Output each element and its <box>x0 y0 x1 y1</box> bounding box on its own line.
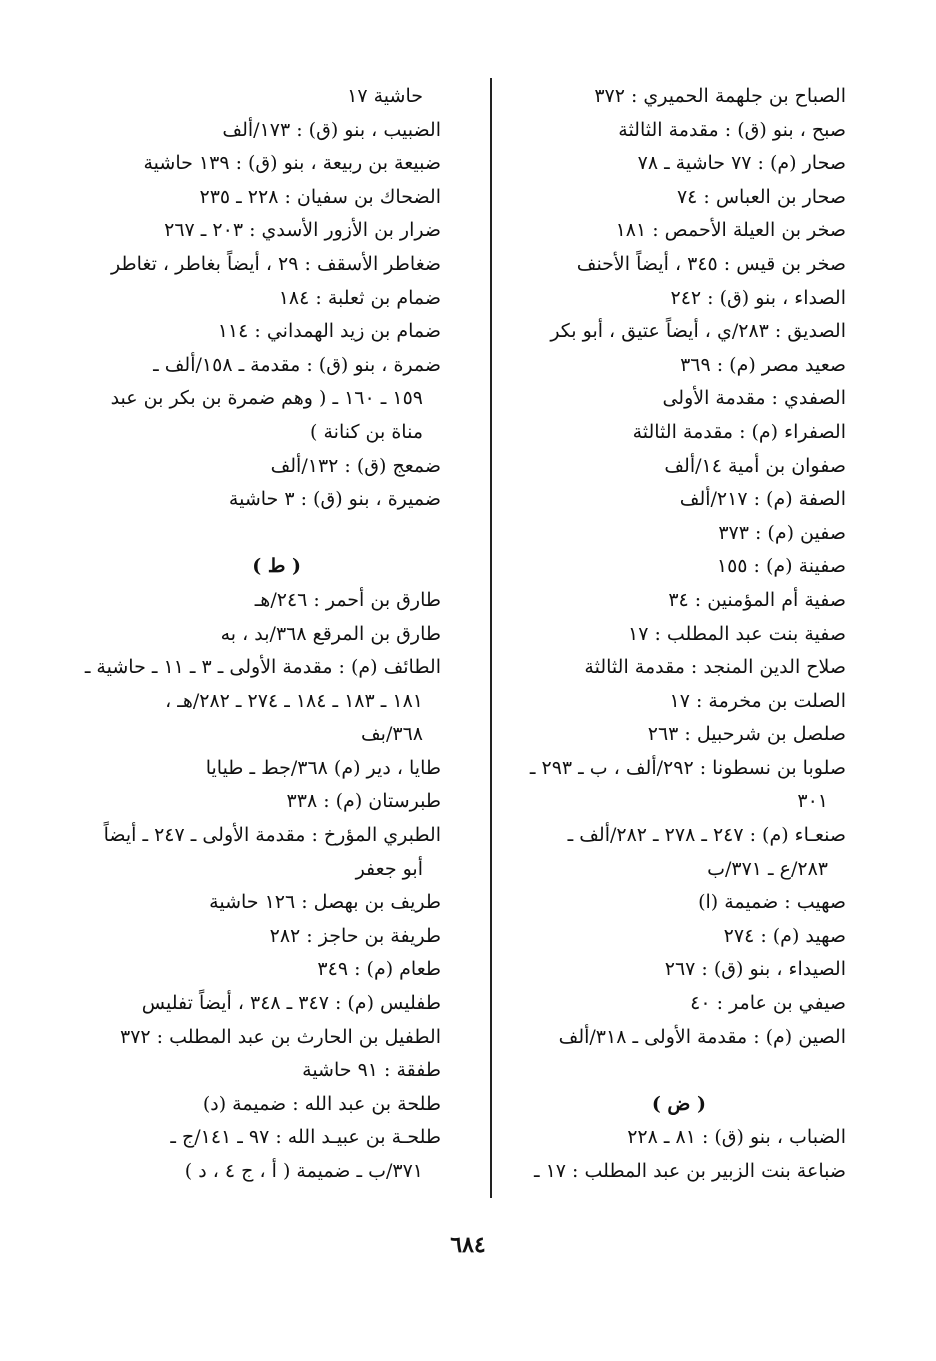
index-entry: الصيداء ، بنو (ق) : ٢٦٧ <box>664 958 846 981</box>
right-column <box>466 80 846 1189</box>
index-entry: الصفة (م) : ٢١٧/ألف <box>679 488 846 511</box>
index-entry: الصداء ، بنو (ق) : ٢٤٢ <box>670 286 846 309</box>
index-entry: طفقة : ٩١ حاشية <box>302 1059 441 1082</box>
index-entry: صهيد (م) : ٢٧٤ <box>723 924 846 947</box>
index-entry: حاشية ١٧ <box>347 85 423 107</box>
index-entry: صفوان بن أمية ١٤/ألف <box>664 454 846 477</box>
left-column <box>46 80 441 1189</box>
column-divider <box>490 78 492 1198</box>
index-entry: صخر بن العيلة الأحمص : ١٨١ <box>615 219 846 242</box>
index-entry: ضمام بن ثعلبة : ١٨٤ <box>278 286 441 309</box>
index-entry: صفين (م) : ٣٧٣ <box>718 521 846 544</box>
index-entry: الطبري المؤرخ : مقدمة الأولى ـ ٢٤٧ ـ أيضاً <box>103 824 441 847</box>
index-entry: طريف بن بهصل : ١٢٦ حاشية <box>209 891 441 914</box>
index-entry: الصفراء (م) : مقدمة الثالثة <box>632 420 846 443</box>
spacer <box>466 1054 846 1088</box>
index-entry: صحار (م) : ٧٧ حاشية ـ ٧٨ <box>637 152 846 175</box>
index-entry: الطفيل بن الحارث بن عبد المطلب : ٣٧٢ <box>119 1025 441 1048</box>
index-entry: صهيب : ضميمة (ا) <box>698 891 846 914</box>
index-entry: ١٨١ ـ ١٨٣ ـ ١٨٤ ـ ٢٧٤ ـ ٢٨٢/هـ ، <box>165 689 423 712</box>
index-entry: صفينة (م) : ١٥٥ <box>716 555 846 578</box>
index-entry: ٢٨٣/ع ـ ٣٧١/ب <box>707 857 828 880</box>
index-entry: الضباب ، بنو (ق) : ٨١ ـ ٢٢٨ <box>627 1126 846 1149</box>
index-entry: صخر بن قيس : ٣٤٥ ، أيضاً الأحنف <box>576 252 846 275</box>
index-entry: الصين (م) : مقدمة الأولى ـ ٣١٨/ألف <box>558 1025 846 1048</box>
index-entry: ضمعج (ق) : ١٣٢/ألف <box>270 454 441 477</box>
index-entry: صلاح الدين المنجد : مقدمة الثالثة <box>584 656 846 679</box>
index-entry: ضمام بن زيد الهمداني : ١١٤ <box>217 320 441 343</box>
index-entry: صيفي بن عامر : ٤٠ <box>690 992 846 1015</box>
index-entry: ٣٦٨/بف <box>361 723 423 746</box>
index-entry: أبو جعفر <box>355 857 423 880</box>
index-entry: صبح ، بنو (ق) : مقدمة الثالثة <box>618 118 846 141</box>
index-entry: طعام (م) : ٣٤٩ <box>317 958 441 981</box>
index-entry: طلحة بن عبد الله : ضميمة (د) <box>202 1092 441 1115</box>
index-entry: صفية أم المؤمنين : ٣٤ <box>668 588 846 611</box>
index-entry: ٣٧١/ب ـ ضميمة ( أ ، ج ٤ ، د ) <box>184 1160 423 1182</box>
index-entry: طريفة بن حاجز : ٢٨٢ <box>269 924 441 947</box>
index-entry: الصديق : ٢٨٣/ي ، أيضاً عتيق ، أبو بكر <box>550 320 846 343</box>
index-entry: طبرستان (م) : ٣٣٨ <box>286 790 441 813</box>
index-entry: الصلت بن مخرمة : ١٧ <box>669 689 846 712</box>
index-entry: صلصل بن شرحبيل : ٢٦٣ <box>647 723 846 746</box>
section-heading: ( ط ) <box>252 555 301 578</box>
index-entry: ١٥٩ ـ ١٦٠ ـ ( وهم ضمرة بن بكر بن عبد <box>110 387 423 410</box>
section-heading: ( ض ) <box>651 1092 706 1115</box>
index-entry: ضميرة ، بنو (ق) : ٣ حاشية <box>228 488 441 511</box>
index-entry: ضرار بن الأزور الأسدي : ٢٠٣ ـ ٢٦٧ <box>164 219 441 242</box>
index-entry: ضباعة بنت الزبير بن عبد المطلب : ١٧ ـ <box>533 1160 846 1182</box>
spacer <box>46 517 441 551</box>
index-entry: طفليس (م) : ٣٤٧ ـ ٣٤٨ ، أيضاً تفليس <box>141 992 441 1015</box>
index-entry: صعيد مصر (م) : ٣٦٩ <box>680 353 846 376</box>
index-entry: ٣٠١ <box>797 790 828 813</box>
index-entry: الصباح بن جلهمة الحميري : ٣٧٢ <box>594 85 846 107</box>
index-entry: صفية بنت عبد المطلب : ١٧ <box>628 622 846 645</box>
page-number: ٦٨٤ <box>450 1232 486 1258</box>
index-entry: مناة بن كنانة ) <box>310 420 423 443</box>
index-entry: صحار بن العباس : ٧٤ <box>676 185 846 208</box>
index-entry: الضبيب ، بنو (ق) : ١٧٣/ألف <box>222 118 441 141</box>
index-entry: ضبيعة بن ربيعة ، بنو (ق) : ١٣٩ حاشية <box>143 152 441 175</box>
index-entry: طايا ، دير (م) ٣٦٨/جط ـ طيايا <box>205 756 441 779</box>
index-entry: الطائف (م) : مقدمة الأولى ـ ٣ ـ ١١ ـ حاشية ـ <box>84 656 441 679</box>
index-entry: الضحاك بن سفيان : ٢٢٨ ـ ٢٣٥ <box>199 185 441 208</box>
index-entry: طلحـة بن عبيـد الله : ٩٧ ـ ١٤١/ج ـ <box>170 1126 441 1149</box>
index-entry: طارق بن أحمر : ٢٤٦/هـ <box>254 588 441 611</box>
index-entry: صنعـاء (م) : ٢٤٧ ـ ٢٧٨ ـ ٢٨٢/ألف ـ <box>567 824 846 847</box>
index-entry: ضغاطر الأسقف : ٢٩ ، أيضاً بغاطر ، تغاطر <box>111 252 441 275</box>
index-entry: الصفدي : مقدمة الأولى <box>662 387 846 410</box>
index-entry: صلوبا بن نسطونا : ٢٩٢/ألف ، ب ـ ٢٩٣ ـ <box>529 756 846 779</box>
index-entry: ضمرة ، بنو (ق) : مقدمة ـ ١٥٨/ألف ـ <box>153 353 441 376</box>
index-entry: طارق بن المرقع ٣٦٨/بد ، به <box>220 622 441 645</box>
